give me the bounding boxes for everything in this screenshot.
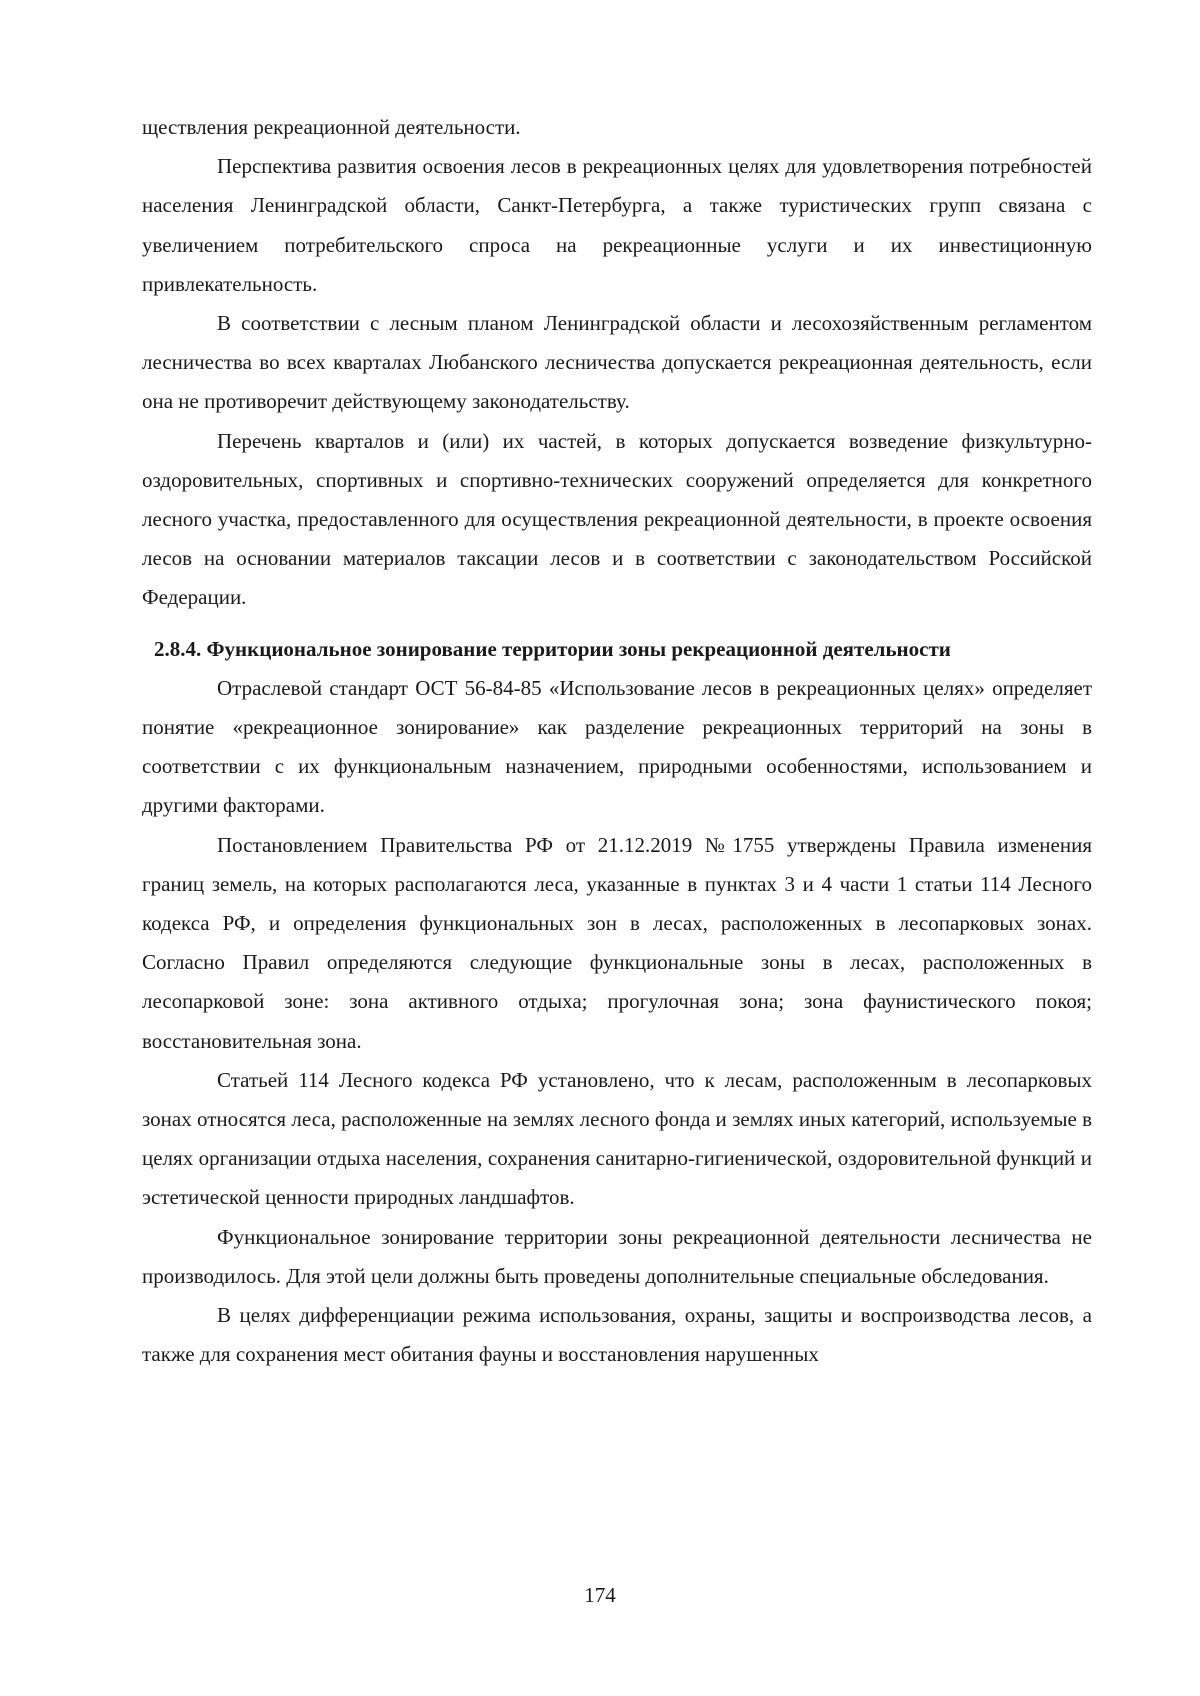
paragraph-continuation: ществления рекреационной деятельности. — [142, 115, 521, 139]
paragraph: Постановлением Правительства РФ от 21.12.2019 №1755 утверждены Правила изменения границ земель, на которых располагаются леса, указанные в пунктах 3 и 4 части 1 статьи 114 Лесного кодекса РФ, и определения функциональных зон в лесах, расположенных в лесопарковых зонах. Согласно Правил определяются следующие функциональные зоны в лесах, расположенных в лесопарковой зоне: зона активного отдыха; прогулочная зона; зона фаунистического покоя; восстановительная зона. — [142, 832, 1092, 1053]
paragraph: Статьей 114 Лесного кодекса РФ установлено, что к лесам, расположенным в лесопарковых зонах относятся леса, расположенные на землях лесного фонда и землях иных категорий, используемые в целях организации отдыха населения, сохранения санитарно-гигиенической, оздоровительной функций и эстетической ценности природных ландшафтов. — [142, 1067, 1092, 1210]
text-column — [142, 108, 1092, 1375]
page-number: 174 — [584, 1583, 616, 1607]
paragraph: Перспектива развития освоения лесов в рекреационных целях для удовлетворения потребностей населения Ленинградской области, Санкт-Петербурга, а также туристических групп связана с увеличением потребительского спроса на рекреационные услуги и их инвестиционную привлекательность. — [142, 154, 1092, 296]
section-heading: 2.8.4. Функциональное зонирование территории зоны рекреационной деятельности — [154, 636, 951, 661]
paragraph: Перечень кварталов и (или) их частей, в которых допускается возведение физкультурно-оздоровительных, спортивных и спортивно-технических сооружений определяется для конкретного лесного участка, предоставленного для осуществления рекреационной деятельности, в проекте освоения лесов на основании материалов таксации лесов и в соответствии с законодательством Российской Федерации. — [142, 428, 1092, 610]
paragraph: В соответствии с лесным планом Ленинградской области и лесохозяйственным регламентом лесничества во всех кварталах Любанского лесничества допускается рекреационная деятельность, если она не противоречит действующему законодательству. — [142, 311, 1092, 414]
paragraph: Функциональное зонирование территории зоны рекреационной деятельности лесничества не производилось. Для этой цели должны быть проведены дополнительные специальные обследования. — [142, 1224, 1092, 1288]
paragraph: Отраслевой стандарт ОСТ 56-84-85 «Использование лесов в рекреационных целях» определяет понятие «рекреационное зонирование» как разделение рекреационных территорий на зоны в соответствии с их функциональным назначением, природными особенностями, использованием и другими факторами. — [142, 675, 1092, 818]
paragraph: В целях дифференциации режима использования, охраны, защиты и воспроизводства лесов, а также для сохранения мест обитания фауны и восстановления нарушенных — [142, 1303, 1092, 1367]
